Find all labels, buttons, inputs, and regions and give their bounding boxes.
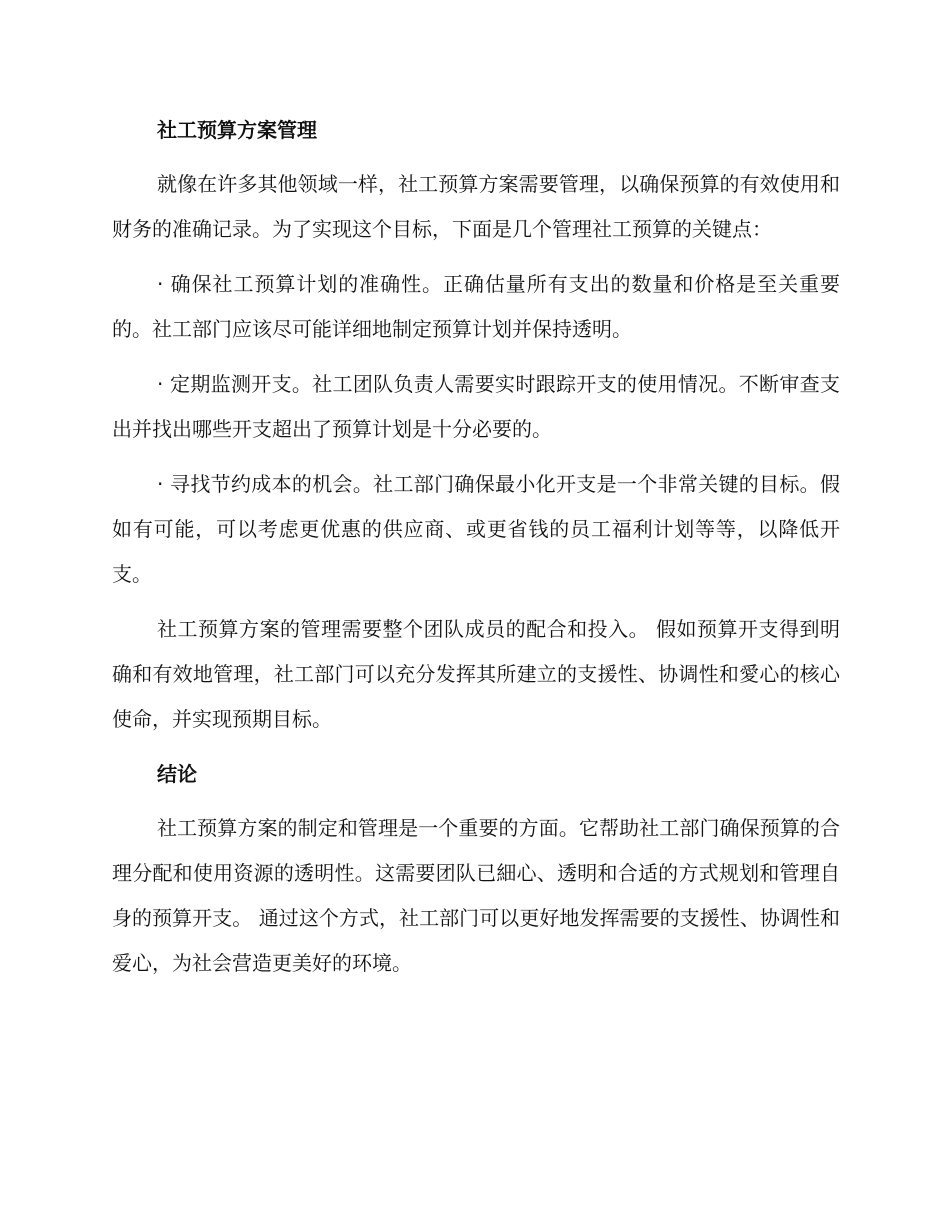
key-point-accuracy: · 确保社工预算计划的准确性。正确估量所有支出的数量和价格是至关重要的。社工部门应该尽可能详细地制定预算计划并保持透明。 [112,272,840,341]
closing-paragraph: 社工预算方案的管理需要整个团队成员的配合和投入。 假如预算开支得到明确和有效地管理，社工部门可以充分发挥其所建立的支援性、协调性和愛心的核心使命，并实现预期目标。 [112,617,840,731]
intro-paragraph: 就像在许多其他领域一样，社工预算方案需要管理，以确保预算的有效使用和财务的准确记录。为了实现这个目标，下面是几个管理社工预算的关键点： [112,172,840,241]
key-point-monitoring: · 定期监测开支。社工团队负责人需要实时跟踪开支的使用情况。不断审查支出并找出哪些开支超出了预算计划是十分必要的。 [112,372,840,441]
conclusion-paragraph: 社工预算方案的制定和管理是一个重要的方面。它帮助社工部门确保预算的合理分配和使用资源的透明性。这需要团队已細心、透明和合适的方式规划和管理自身的预算开支。 通过这个方式，社工部门可以更好地发挥需要的支援性、协调性和爱心，为社会营造更美好的环境。 [112,816,840,975]
section-heading-budget-management: 社工预算方案管理 [157,118,317,142]
section-heading-conclusion: 结论 [157,762,197,786]
document-page [112,108,840,996]
key-point-cost-saving: · 寻找节约成本的机会。社工部门确保最小化开支是一个非常关键的目标。假如有可能，可以考虑更优惠的供应商、或更省钱的员工福利计划等等，以降低开支。 [112,472,840,586]
